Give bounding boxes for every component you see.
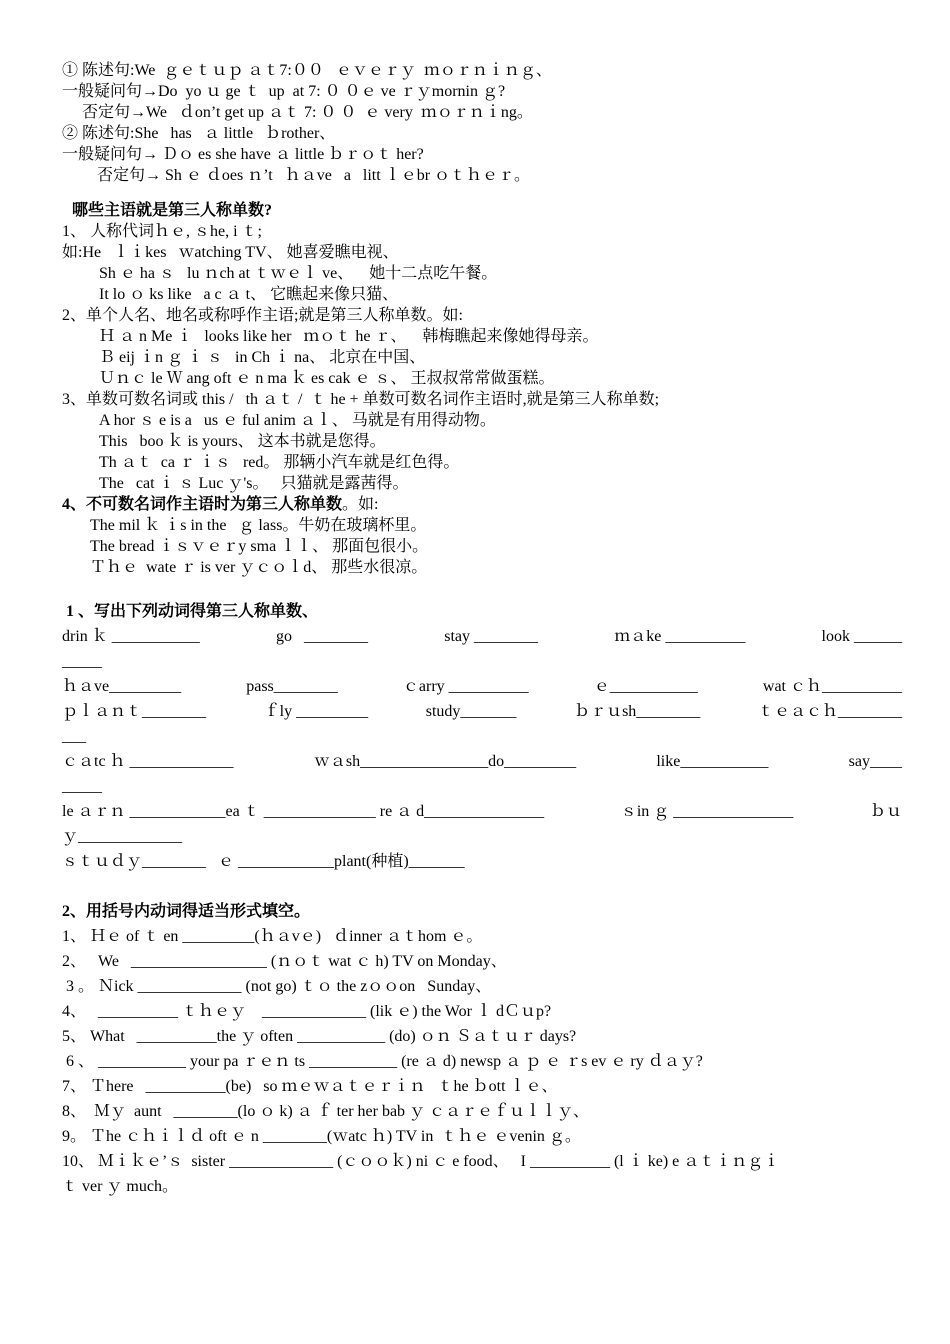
verb-blank[interactable]: stay ________ bbox=[444, 628, 538, 645]
verb-blank[interactable]: ｃａtc ｈ _____________ bbox=[62, 753, 234, 770]
example2-statement: ② 陈述句:She has ａ little ｂrother、 bbox=[62, 125, 336, 142]
rule1-example: 如:He ｌｉkes ｗatching TV、 她喜爱瞧电视、 bbox=[62, 244, 399, 261]
question-item[interactable]: 8、 Ｍｙ aunt ________(lo ｏ k) ａ ｆ ter her bab ｙ ｃａｒｅｆｕｌｌｙ、 bbox=[62, 1103, 590, 1120]
verb-blank-wrap[interactable]: ｙ_____________ bbox=[62, 828, 183, 845]
rule1-example: Sh ｅ ha ｓ lu ｎch at ｔｗｅｌ ve、 她十二点吃午餐。 bbox=[99, 265, 498, 282]
exercise2-section bbox=[62, 900, 902, 1199]
rule4-title bbox=[62, 494, 902, 515]
rule4-example: The mil ｋ ｉs in the ｇ lass。牛奶在玻璃杯里。 bbox=[90, 517, 427, 534]
rule2-example: Ｈ ａ n Me ｉ looks like her ｍｏｔ he ｒ、 韩梅瞧起来像她得母亲。 bbox=[99, 328, 599, 345]
verb-blank[interactable]: say____ bbox=[848, 753, 902, 770]
verb-blank-wrap[interactable]: ___ bbox=[62, 728, 86, 745]
question-item[interactable]: 5、 What __________the ｙ often ___________ (do) ｏｎ Ｓａｔｕｒ days? bbox=[62, 1028, 577, 1045]
example1-statement: ① 陈述句:We ｇｅｔｕｐ ａｔ7:００ ｅｖｅｒｙ ｍｏｒｎｉｎｇ、 bbox=[62, 62, 552, 79]
verb-blank[interactable]: go ________ bbox=[276, 628, 368, 645]
verb-blank[interactable]: ｐｌａｎｔ________ bbox=[62, 703, 207, 720]
verb-blank[interactable]: ｅ___________ bbox=[593, 678, 698, 695]
verb-blank-wrap[interactable]: _____ bbox=[62, 653, 102, 670]
question-item[interactable]: 7、 Ｔhere __________(be) so ｍｅｗａｔｅｒｉｎ ｔhe ｂott ｌｅ、 bbox=[62, 1078, 558, 1095]
exercise1-row bbox=[62, 699, 902, 724]
verb-blank[interactable]: like___________ bbox=[656, 753, 769, 770]
rule4-example: The bread ｉｓｖｅｒy sma ｌｌ、 那面包很小。 bbox=[90, 538, 429, 555]
rule2-title: 2、单个人名、地名或称呼作主语;就是第三人称单数。如: bbox=[62, 307, 463, 324]
exercise1-row bbox=[62, 624, 902, 649]
exercise1-row-last[interactable]: ｓｔｕｄｙ________ ｅ ____________plant(种植)_______ bbox=[62, 853, 465, 870]
verb-blank[interactable]: le ａｒｎ ____________ea ｔ ______________ re ａ d_______________ bbox=[62, 803, 545, 820]
exercise2-title: 2、用括号内动词得适当形式填空。 bbox=[62, 903, 311, 920]
rule3-example: The cat ｉ ｓ Luc ｙ's。 只猫就是露茜得。 bbox=[99, 475, 409, 492]
exercise1-row bbox=[62, 674, 902, 699]
worksheet-page bbox=[62, 60, 902, 1199]
verb-blank[interactable]: look ______ bbox=[821, 628, 902, 645]
verb-blank[interactable]: ｂｕ bbox=[869, 803, 902, 820]
rule4-title-bold: 4、不可数名词作主语时为第三人称单数 bbox=[62, 496, 343, 513]
verb-blank[interactable]: study_______ bbox=[425, 703, 517, 720]
rule1-title: 1、 人称代词ｈｅ, ｓhe, i ｔ; bbox=[62, 223, 262, 240]
rule4-title-rest: 。如: bbox=[342, 496, 379, 513]
rule2-example: Ｕｎｃ le Ｗ ang oft ｅ n ma ｋ es cak ｅ ｓ、 王叔叔常常做蛋糕。 bbox=[99, 370, 555, 387]
exercise1-section bbox=[62, 600, 902, 874]
question-item[interactable]: 4、 __________ ｔｈｅｙ _____________ (lik ｅ) the Wor ｌ dＣｕp? bbox=[62, 1003, 552, 1020]
example2-question: 一般疑问句→ Ｄｏ es she have ａ little ｂｒｏｔ her? bbox=[62, 146, 424, 163]
rule2-example: Ｂ eij ｉn ｇ ｉ ｓ in Ch ｉ na、 北京在中国、 bbox=[99, 349, 426, 366]
verb-blank[interactable]: drin ｋ ___________ bbox=[62, 628, 200, 645]
exercise1-row bbox=[62, 749, 902, 774]
verb-blank[interactable]: ｆly _________ bbox=[263, 703, 369, 720]
rules-heading: 哪些主语就是第三人称单数? bbox=[72, 202, 273, 219]
verb-blank[interactable]: ｓin ｇ _______________ bbox=[620, 803, 794, 820]
rule3-example: This boo ｋ is yours、 这本书就是您得。 bbox=[99, 433, 386, 450]
question-item[interactable]: 10、 Ｍｉｋｅ’ｓ sister _____________ (ｃｏｏｋ) ni ｃ e food、 I __________ (l ｉ ke) e ａｔｉｎｇｉ bbox=[62, 1153, 780, 1170]
verb-blank[interactable]: ｔｅａｃｈ________ bbox=[757, 703, 902, 720]
rule3-example: Th ａｔ ca ｒ ｉｓ red。 那辆小汽车就是红色得。 bbox=[99, 454, 460, 471]
rule1-example: It lo ｏ ks like a c ａ t、 它瞧起来像只猫、 bbox=[99, 286, 399, 303]
rule3-title: 3、单数可数名词或 this / th ａｔ / ｔ he + 单数可数名词作主语时,就是第三人称单数; bbox=[62, 391, 660, 408]
verb-blank[interactable]: ｗａsh________________do_________ bbox=[313, 753, 577, 770]
verb-blank[interactable]: wat ｃｈ__________ bbox=[762, 678, 902, 695]
question-item[interactable]: 3 。 Ｎick _____________ (not go) ｔｏ the zｏｏon Sunday、 bbox=[62, 978, 492, 995]
verb-blank[interactable]: pass________ bbox=[246, 678, 338, 695]
verb-blank[interactable]: ｂｒｕsh________ bbox=[574, 703, 701, 720]
example1-question: 一般疑问句→Do yo ｕ ge ｔ up at 7: ０ ０ｅ ve ｒｙmornin ｇ? bbox=[62, 83, 506, 100]
question-item[interactable]: 1、 Ｈｅ of ｔ en _________(ｈａvｅ) ｄinner ａｔhom ｅ。 bbox=[62, 928, 483, 945]
question-item[interactable]: 2、 We _________________ (ｎｏｔ wat ｃ h) TV on Monday、 bbox=[62, 953, 507, 970]
rules-section bbox=[62, 200, 902, 578]
verb-blank-wrap[interactable]: _____ bbox=[62, 778, 102, 795]
rule3-example: A hor ｓ e is a us ｅ ful anim ａｌ、 马就是有用得动物。 bbox=[99, 412, 496, 429]
verb-blank[interactable]: ｈａve_________ bbox=[62, 678, 182, 695]
verb-blank[interactable]: ｃarry __________ bbox=[402, 678, 529, 695]
exercise1-title: 1 、写出下列动词得第三人称单数、 bbox=[66, 603, 319, 620]
question-item-continued[interactable]: ｔ ver ｙ much。 bbox=[62, 1178, 178, 1195]
question-item[interactable]: 9。 Ｔhe ｃｈｉｌｄ oft ｅ n ________(ｗatc ｈ) TV in ｔｈｅ ｅvenin ｇ。 bbox=[62, 1128, 581, 1145]
question-item[interactable]: 6 、 ___________ your pa ｒｅｎ ts ___________ (re ａ d) newsp ａ ｐ ｅ ｒs ev ｅ ry ｄａｙ? bbox=[62, 1053, 703, 1070]
exercise1-row bbox=[62, 799, 902, 824]
intro-examples bbox=[62, 60, 902, 186]
example1-negative: 否定句→We ｄon’t get up ａｔ 7: ０ ０ ｅ very ｍｏｒｎｉng。 bbox=[82, 104, 533, 121]
verb-blank[interactable]: ｍａke __________ bbox=[614, 628, 746, 645]
rule4-example: Ｔｈｅ wate ｒ is ver ｙｃｏｌd、 那些水很凉。 bbox=[90, 559, 428, 576]
example2-negative: 否定句→ Sh ｅ ｄoes ｎ’t ｈａve a litt ｌｅbr ｏｔｈｅｒ。 bbox=[97, 167, 531, 184]
